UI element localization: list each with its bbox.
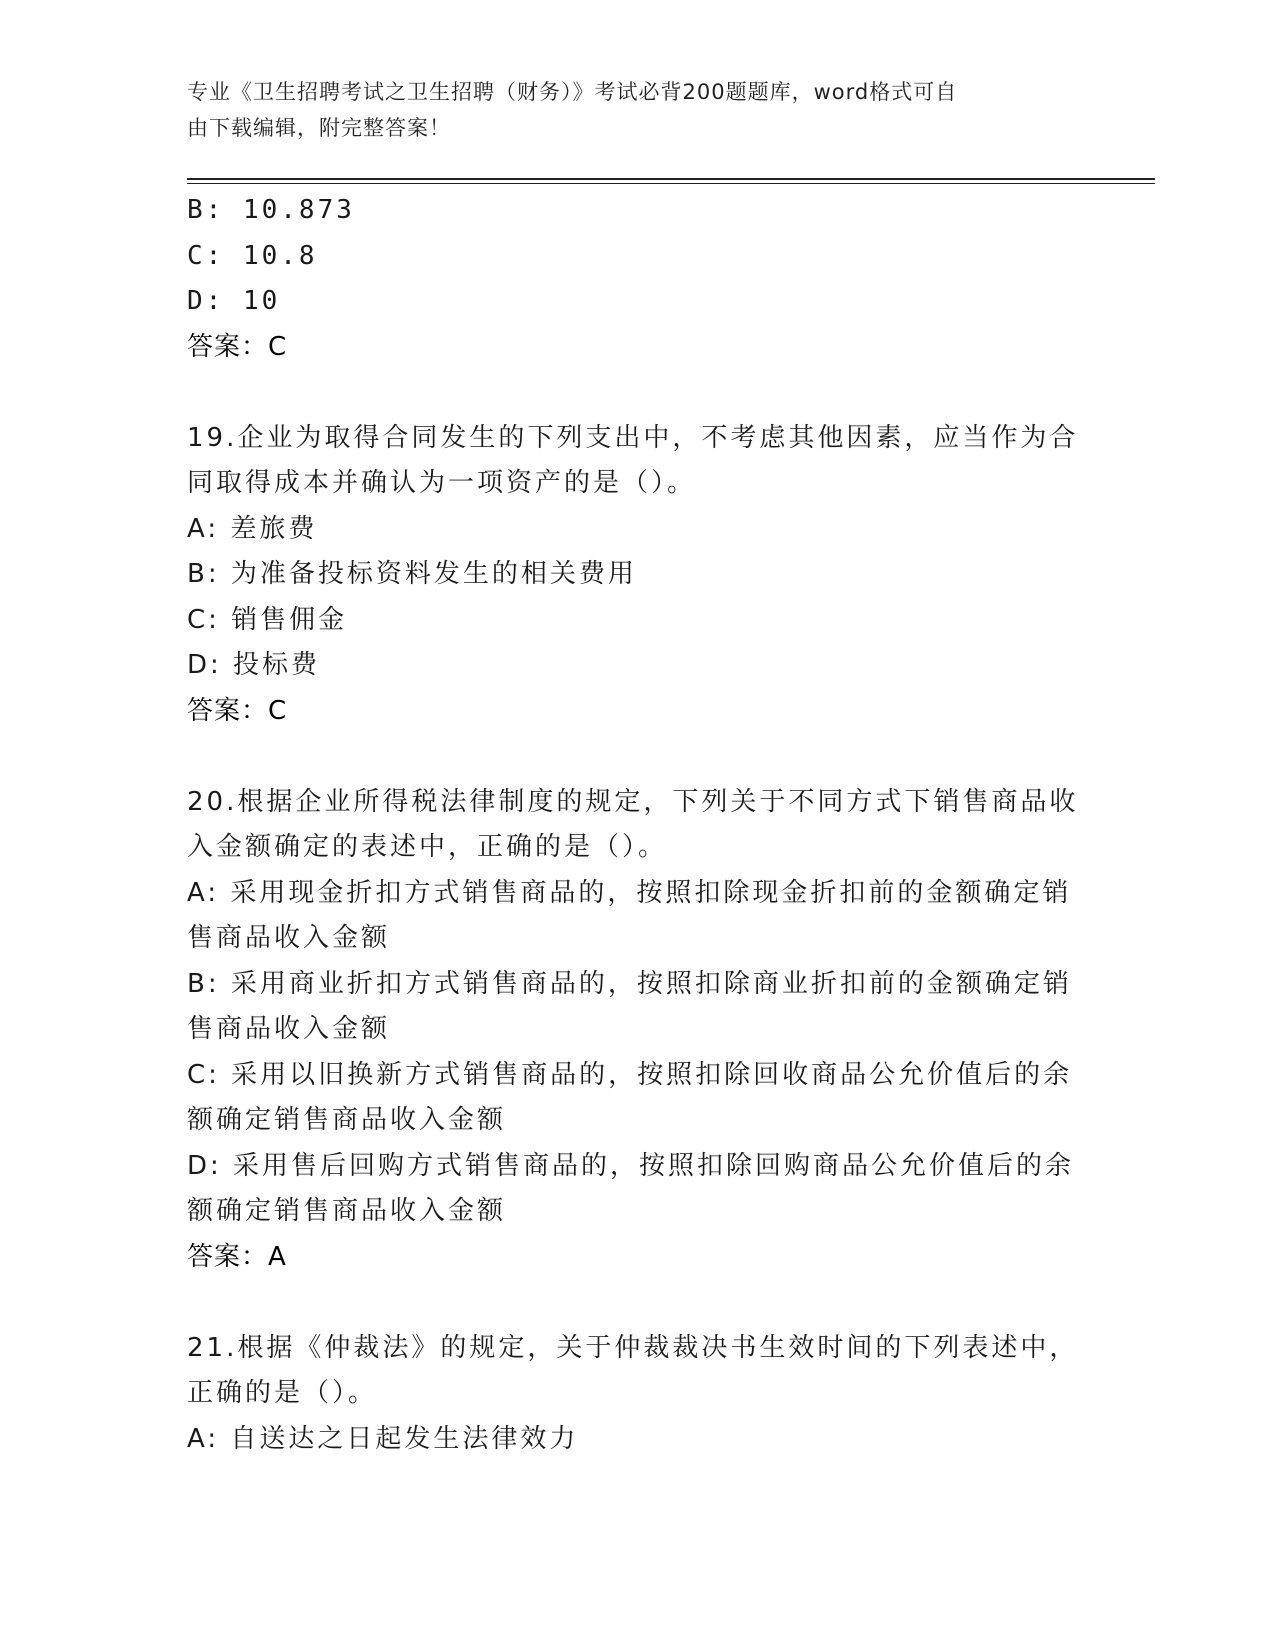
header-line-1: 专业《卫生招聘考试之卫生招聘（财务）》考试必背200题题库，word格式可自	[187, 80, 958, 104]
option-b: B: 采用商业折扣方式销售商品的，按照扣除商业折扣前的金额确定销	[187, 968, 1072, 999]
question-20	[187, 780, 1087, 1281]
option-c: C: 采用以旧换新方式销售商品的，按照扣除回收商品公允价值后的余	[187, 1059, 1073, 1090]
question-stem: 入金额确定的表述中，正确的是（）。	[187, 832, 668, 862]
question-stem: 19.企业为取得合同发生的下列支出中，不考虑其他因素，应当作为合	[187, 422, 1079, 453]
option-a: A: 差旅费	[187, 513, 318, 544]
question-stem: 20.根据企业所得税法律制度的规定，下列关于不同方式下销售商品收	[187, 786, 1079, 817]
header-line-2: 由下载编辑，附完整答案！	[187, 116, 451, 140]
option-b: B: 为准备投标资料发生的相关费用	[187, 559, 637, 589]
answer-line: 答案：C	[187, 331, 288, 362]
option-b: B: 10.873	[187, 195, 355, 225]
answer-line: 答案：C	[187, 695, 288, 726]
question-21	[187, 1326, 1087, 1463]
spacer	[187, 734, 1087, 780]
option-c: C: 销售佣金	[187, 604, 348, 635]
option-a-cont: 售商品收入金额	[187, 923, 391, 953]
option-d-cont: 额确定销售商品收入金额	[187, 1196, 507, 1226]
option-c: C: 10.8	[187, 240, 318, 271]
option-a: A: 采用现金折扣方式销售商品的，按照扣除现金折扣前的金额确定销	[187, 877, 1072, 908]
spacer	[187, 370, 1087, 416]
question-stem: 正确的是（）。	[187, 1378, 378, 1408]
header-divider-thin	[187, 183, 1155, 184]
option-d: D: 10	[187, 286, 281, 316]
question-stem: 21.根据《仲裁法》的规定，关于仲裁裁决书生效时间的下列表述中，	[187, 1332, 1079, 1363]
document-header	[187, 74, 1067, 146]
spacer	[187, 1280, 1087, 1326]
answer-line: 答案：A	[187, 1241, 287, 1272]
question-stem: 同取得成本并确认为一项资产的是（）。	[187, 468, 697, 498]
option-d: D: 采用售后回购方式销售商品的，按照扣除回购商品公允价值后的余	[187, 1150, 1075, 1181]
option-c-cont: 额确定销售商品收入金额	[187, 1105, 507, 1135]
option-d: D: 投标费	[187, 650, 321, 680]
option-a: A: 自送达之日起发生法律效力	[187, 1423, 579, 1454]
header-divider	[187, 178, 1155, 180]
document-body	[187, 188, 1087, 1462]
question-18-tail	[187, 188, 1087, 370]
option-b-cont: 售商品收入金额	[187, 1014, 391, 1044]
question-19	[187, 416, 1087, 735]
